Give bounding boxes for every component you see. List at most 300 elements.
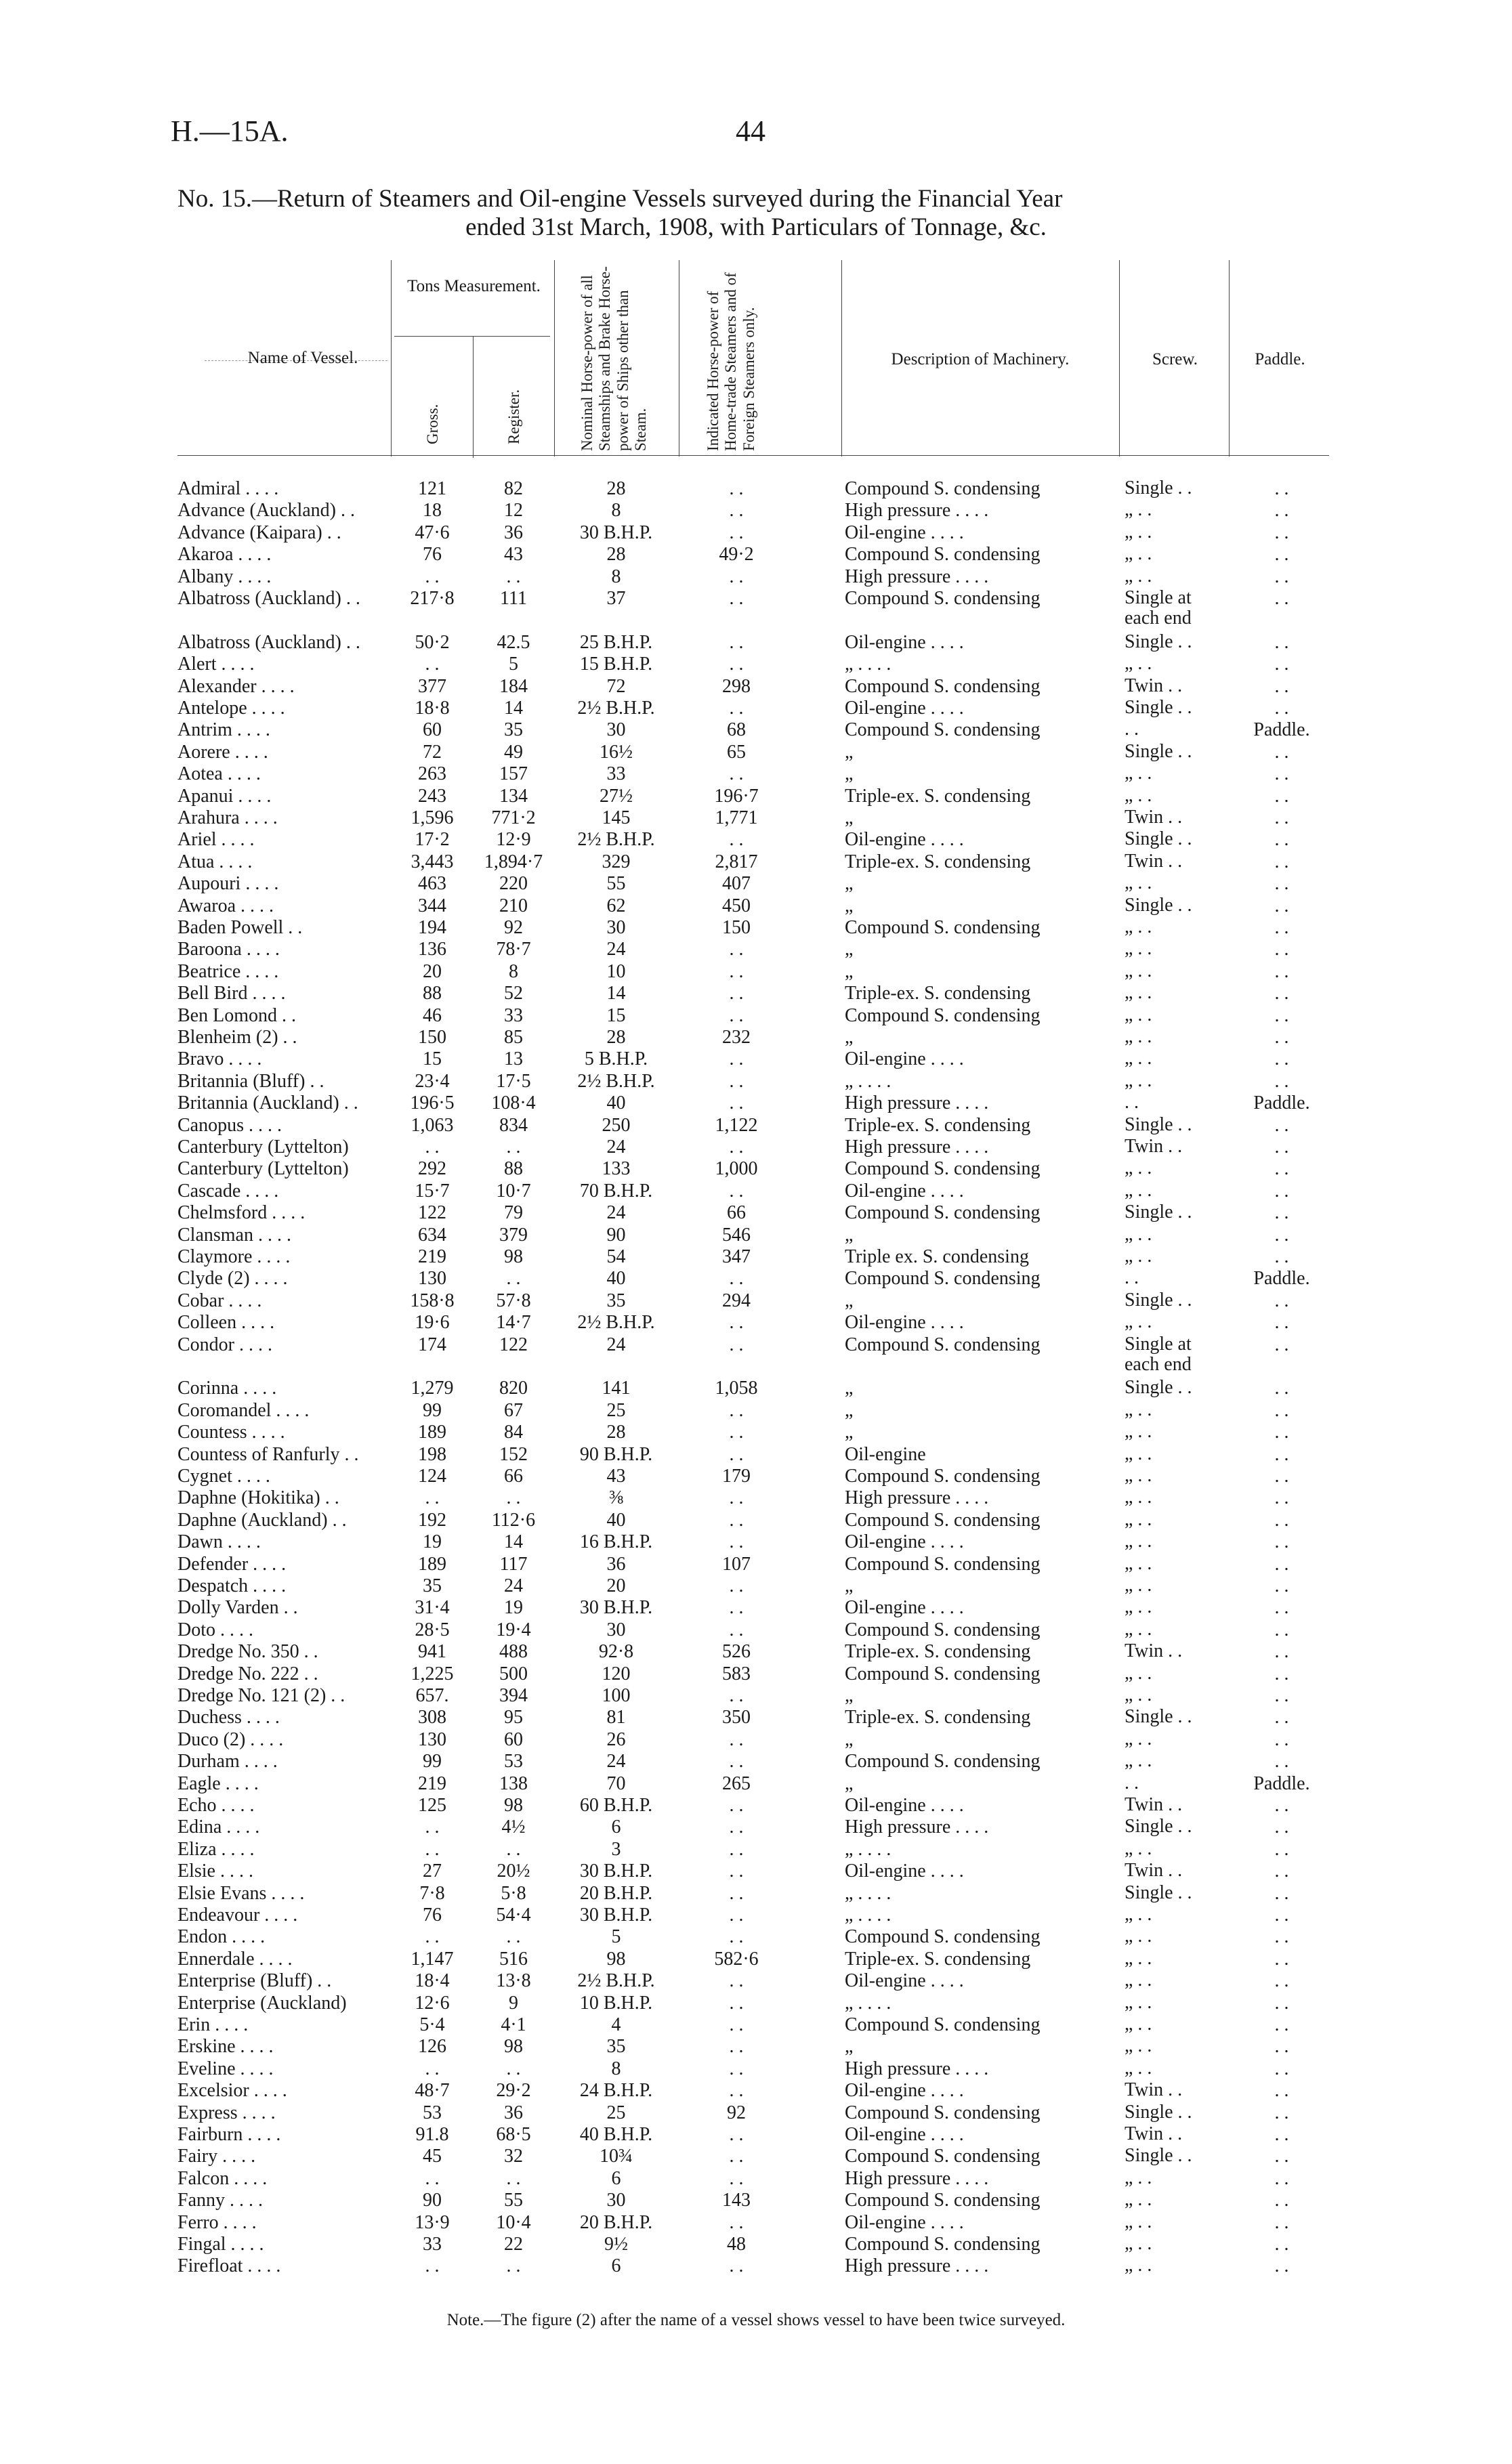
gross-tons: . . bbox=[425, 1137, 440, 1157]
register-tons: 184 bbox=[499, 675, 528, 697]
vessel-name: Colleen . . . . bbox=[177, 1312, 275, 1334]
nominal-hp: 37 bbox=[606, 588, 626, 609]
table-row bbox=[177, 786, 1329, 807]
indicated-hp: 92 bbox=[727, 2102, 746, 2123]
table-row bbox=[177, 1817, 1329, 1838]
indicated-hp: . . bbox=[729, 2036, 744, 2058]
table-row bbox=[177, 2080, 1329, 2102]
table-row bbox=[177, 1202, 1329, 1224]
indicated-hp: . . bbox=[729, 1685, 744, 1706]
register-tons: 19 bbox=[504, 1597, 523, 1619]
table-row bbox=[177, 500, 1329, 522]
paddle: . . bbox=[1274, 1575, 1289, 1596]
gross-tons: 33 bbox=[423, 2234, 442, 2255]
screw-type: Single . . bbox=[1125, 1202, 1192, 1223]
gross-tons: 60 bbox=[423, 719, 442, 741]
paddle: . . bbox=[1274, 1509, 1289, 1531]
screw-type: Single . . bbox=[1125, 477, 1192, 498]
gross-tons: . . bbox=[425, 1926, 440, 1948]
machinery-description: „ bbox=[845, 1422, 854, 1443]
machinery-description: Compound S. condensing bbox=[845, 478, 1041, 499]
vessel-name: Excelsior . . . . bbox=[177, 2080, 287, 2102]
register-tons: 82 bbox=[504, 478, 523, 499]
machinery-description: Compound S. condensing bbox=[845, 1202, 1041, 1224]
table-row bbox=[177, 1949, 1329, 1970]
column-rule bbox=[391, 260, 392, 456]
gross-tons: 46 bbox=[423, 1004, 442, 1026]
table-row bbox=[177, 1641, 1329, 1663]
indicated-hp: . . bbox=[729, 960, 744, 982]
gross-tons: 130 bbox=[418, 1728, 446, 1750]
screw-type: Twin . . bbox=[1125, 850, 1183, 872]
indicated-hp: . . bbox=[729, 1751, 744, 1772]
table-row bbox=[177, 851, 1329, 873]
register-tons: 500 bbox=[499, 1663, 528, 1684]
nominal-hp: 2½ B.H.P. bbox=[577, 829, 655, 851]
register-tons: 84 bbox=[504, 1422, 523, 1443]
nominal-hp: 70 B.H.P. bbox=[579, 1180, 653, 1202]
nominal-hp: 14 bbox=[606, 983, 626, 1004]
register-tons: 152 bbox=[499, 1443, 528, 1465]
paddle: . . bbox=[1274, 2190, 1289, 2211]
paddle: . . bbox=[1274, 1531, 1289, 1553]
paddle: . . bbox=[1274, 1114, 1289, 1136]
indicated-hp: . . bbox=[729, 1422, 744, 1443]
screw-type: . . bbox=[1125, 1267, 1139, 1289]
register-tons: 111 bbox=[500, 588, 527, 609]
machinery-description: Compound S. condensing bbox=[845, 1466, 1041, 1487]
register-tons: 516 bbox=[499, 1948, 528, 1970]
machinery-description: „ bbox=[845, 1027, 854, 1048]
gross-tons: 198 bbox=[418, 1443, 446, 1465]
machinery-description: High pressure . . . . bbox=[845, 2255, 989, 2277]
nominal-hp: 30 B.H.P. bbox=[579, 1861, 653, 1882]
register-tons: 379 bbox=[499, 1224, 528, 1246]
gross-tons: . . bbox=[425, 654, 440, 675]
paddle: . . bbox=[1274, 2124, 1289, 2145]
register-tons: 49 bbox=[504, 741, 523, 763]
gross-tons: 72 bbox=[423, 741, 442, 763]
paddle: . . bbox=[1274, 1970, 1289, 1992]
paddle: . . bbox=[1274, 1728, 1289, 1750]
indicated-hp: . . bbox=[729, 631, 744, 653]
gross-tons: 124 bbox=[418, 1466, 446, 1487]
table-row bbox=[177, 1883, 1329, 1905]
register-tons: 12·9 bbox=[496, 829, 531, 851]
paddle: . . bbox=[1274, 2234, 1289, 2255]
gross-tons: 91.8 bbox=[415, 2124, 449, 2145]
paddle: . . bbox=[1274, 2058, 1289, 2079]
vessel-name: Aupouri . . . . bbox=[177, 873, 279, 895]
paddle: . . bbox=[1274, 631, 1289, 653]
gross-tons: 18·8 bbox=[415, 698, 450, 719]
machinery-description: High pressure . . . . bbox=[845, 2058, 989, 2079]
nominal-hp: 30 bbox=[606, 719, 626, 741]
screw-type: „ . . bbox=[1125, 784, 1152, 806]
screw-type: Single at each end bbox=[1125, 1333, 1192, 1375]
table-row bbox=[177, 1422, 1329, 1443]
machinery-description: Oil-engine . . . . bbox=[845, 1861, 964, 1882]
gross-tons: 88 bbox=[423, 983, 442, 1004]
nominal-hp: 5 B.H.P. bbox=[584, 1048, 648, 1070]
vessel-name: Corinna . . . . bbox=[177, 1378, 277, 1399]
screw-type: . . bbox=[1125, 719, 1139, 740]
gross-tons: 45 bbox=[423, 2146, 442, 2167]
register-tons: 98 bbox=[504, 1246, 523, 1267]
gross-tons: 463 bbox=[418, 873, 446, 895]
indicated-hp: . . bbox=[729, 939, 744, 960]
table-row bbox=[177, 2036, 1329, 2058]
gross-tons: 27 bbox=[423, 1861, 442, 1882]
machinery-description: Oil-engine . . . . bbox=[845, 1970, 964, 1992]
machinery-description: „ bbox=[845, 939, 854, 960]
vessel-name: Elsie Evans . . . . bbox=[177, 1882, 305, 1904]
table-row bbox=[177, 698, 1329, 719]
nominal-hp: 60 B.H.P. bbox=[579, 1795, 653, 1816]
indicated-hp: . . bbox=[729, 1509, 744, 1531]
indicated-hp: . . bbox=[729, 1180, 744, 1202]
vessel-name: Express . . . . bbox=[177, 2102, 276, 2123]
paddle: . . bbox=[1274, 2080, 1289, 2102]
table-row bbox=[177, 1225, 1329, 1246]
machinery-description: High pressure . . . . bbox=[845, 1137, 989, 1157]
nominal-hp: 72 bbox=[606, 675, 626, 697]
machinery-description: „ bbox=[845, 1772, 854, 1794]
screw-type: „ . . bbox=[1125, 2167, 1152, 2188]
indicated-hp: 1,771 bbox=[715, 807, 758, 828]
vessel-name: Clansman . . . . bbox=[177, 1224, 291, 1246]
gross-tons: 90 bbox=[423, 2190, 442, 2211]
indicated-hp: 68 bbox=[727, 719, 746, 741]
screw-type: „ . . bbox=[1125, 2189, 1152, 2211]
gross-tons: 76 bbox=[423, 544, 442, 566]
register-tons: 36 bbox=[504, 2102, 523, 2123]
indicated-hp: . . bbox=[729, 2255, 744, 2277]
indicated-hp: 347 bbox=[722, 1246, 751, 1267]
screw-type: Single . . bbox=[1125, 1113, 1192, 1135]
gross-tons: 23·4 bbox=[415, 1070, 450, 1092]
paddle: . . bbox=[1274, 1399, 1289, 1421]
table-row bbox=[177, 807, 1329, 829]
gross-tons: 1,225 bbox=[411, 1663, 454, 1684]
screw-type: Single . . bbox=[1125, 740, 1192, 762]
table-row bbox=[177, 2234, 1329, 2255]
vessel-name: Enterprise (Auckland) bbox=[177, 1992, 347, 2014]
register-tons: 20½ bbox=[497, 1861, 530, 1882]
register-tons: 22 bbox=[504, 2234, 523, 2255]
indicated-hp: . . bbox=[729, 1334, 744, 1355]
vessel-name: Baden Powell . . bbox=[177, 917, 303, 938]
table-row bbox=[177, 1048, 1329, 1070]
table-row bbox=[177, 632, 1329, 654]
machinery-description: „ bbox=[845, 1378, 854, 1399]
screw-type: Single . . bbox=[1125, 1882, 1192, 1903]
nominal-hp: 2½ B.H.P. bbox=[577, 1970, 655, 1992]
register-tons: 36 bbox=[504, 522, 523, 543]
screw-type: Single . . bbox=[1125, 2145, 1192, 2167]
screw-type: „ . . bbox=[1125, 1596, 1152, 1618]
table-row bbox=[177, 2058, 1329, 2080]
table-row bbox=[177, 742, 1329, 763]
register-tons: 13 bbox=[504, 1048, 523, 1070]
table-row bbox=[177, 1707, 1329, 1728]
gross-tons: 292 bbox=[418, 1158, 446, 1180]
machinery-description: High pressure . . . . bbox=[845, 566, 989, 587]
vessel-name: Elsie . . . . bbox=[177, 1861, 253, 1882]
register-tons: . . bbox=[506, 1137, 521, 1157]
nominal-hp: 24 bbox=[606, 939, 626, 960]
table-row bbox=[177, 1839, 1329, 1861]
gross-tons: 18 bbox=[423, 500, 442, 522]
screw-type: „ . . bbox=[1125, 1904, 1152, 1925]
screw-type: Single . . bbox=[1125, 1377, 1192, 1399]
machinery-description: Compound S. condensing bbox=[845, 719, 1041, 741]
gross-tons: 19 bbox=[423, 1531, 442, 1553]
screw-type: „ . . bbox=[1125, 653, 1152, 675]
table-row bbox=[177, 522, 1329, 544]
table-row bbox=[177, 1993, 1329, 2014]
indicated-hp: . . bbox=[729, 2146, 744, 2167]
nominal-hp: 40 bbox=[606, 1092, 626, 1114]
machinery-description: „ . . . . bbox=[845, 1838, 891, 1860]
table-row bbox=[177, 478, 1329, 500]
nominal-hp: 43 bbox=[606, 1466, 626, 1487]
indicated-hp: 48 bbox=[727, 2234, 746, 2255]
machinery-description: Compound S. condensing bbox=[845, 2014, 1041, 2035]
column-rule bbox=[473, 336, 474, 458]
indicated-hp: 298 bbox=[722, 675, 751, 697]
machinery-description: „ bbox=[845, 1224, 854, 1246]
gross-tons: 219 bbox=[418, 1246, 446, 1267]
gross-tons: 12·6 bbox=[415, 1992, 450, 2014]
nominal-hp: 100 bbox=[602, 1685, 631, 1706]
table-row bbox=[177, 961, 1329, 983]
vessel-name: Ferro . . . . bbox=[177, 2211, 257, 2233]
nominal-hp: 6 bbox=[611, 2255, 621, 2277]
indicated-hp: . . bbox=[729, 1004, 744, 1026]
register-tons: 12 bbox=[504, 500, 523, 522]
vessel-name: Durham . . . . bbox=[177, 1751, 278, 1772]
gross-tons: . . bbox=[425, 2167, 440, 2189]
indicated-hp: . . bbox=[729, 500, 744, 522]
table-row bbox=[177, 983, 1329, 1004]
paddle: . . bbox=[1274, 2036, 1289, 2058]
table-row bbox=[177, 829, 1329, 851]
register-tons: 13·8 bbox=[496, 1970, 531, 1992]
gross-tons: 76 bbox=[423, 1905, 442, 1926]
indicated-hp: . . bbox=[729, 1531, 744, 1553]
nominal-hp: 3 bbox=[611, 1838, 621, 1860]
vessel-name: Albany . . . . bbox=[177, 566, 272, 587]
gross-tons: 28·5 bbox=[415, 1619, 450, 1640]
register-tons: 98 bbox=[504, 2036, 523, 2058]
machinery-description: Compound S. condensing bbox=[845, 1751, 1041, 1772]
vessel-name: Alexander . . . . bbox=[177, 675, 295, 697]
indicated-hp: 49·2 bbox=[719, 544, 754, 566]
gross-tons: . . bbox=[425, 2255, 440, 2277]
table-row bbox=[177, 1597, 1329, 1619]
vessel-name: Albatross (Auckland) . . bbox=[177, 631, 360, 653]
vessel-name: Echo . . . . bbox=[177, 1795, 255, 1816]
gross-tons: 130 bbox=[418, 1268, 446, 1290]
gross-tons: 20 bbox=[423, 960, 442, 982]
screw-type: „ . . bbox=[1125, 1157, 1152, 1179]
nominal-hp: 15 bbox=[606, 1004, 626, 1026]
nominal-hp: 30 B.H.P. bbox=[579, 1905, 653, 1926]
nominal-hp: 62 bbox=[606, 895, 626, 916]
column-header-register: Register. bbox=[505, 389, 522, 444]
screw-type: Twin . . bbox=[1125, 807, 1183, 828]
register-tons: 53 bbox=[504, 1751, 523, 1772]
table-row bbox=[177, 1619, 1329, 1641]
gross-tons: 634 bbox=[418, 1224, 446, 1246]
machinery-description: Compound S. condensing bbox=[845, 675, 1041, 697]
screw-type: „ . . bbox=[1125, 1465, 1152, 1486]
vessel-name: Doto . . . . bbox=[177, 1619, 253, 1640]
vessel-name: Fairy . . . . bbox=[177, 2146, 256, 2167]
machinery-description: Oil-engine . . . . bbox=[845, 1048, 964, 1070]
vessel-name: Dawn . . . . bbox=[177, 1531, 261, 1553]
indicated-hp: 232 bbox=[722, 1027, 751, 1048]
table-row bbox=[177, 1444, 1329, 1466]
register-tons: 220 bbox=[499, 873, 528, 895]
nominal-hp: 28 bbox=[606, 478, 626, 499]
indicated-hp: . . bbox=[729, 1992, 744, 2014]
paddle: . . bbox=[1274, 1795, 1289, 1816]
table-title-line-2: ended 31st March, 1908, with Particulars of Tonnage, &c. bbox=[465, 213, 1047, 241]
indicated-hp: . . bbox=[729, 2211, 744, 2233]
nominal-hp: 35 bbox=[606, 1290, 626, 1311]
indicated-hp: . . bbox=[729, 1970, 744, 1992]
screw-type: „ . . bbox=[1125, 2255, 1152, 2276]
vessel-name: Bell Bird . . . . bbox=[177, 983, 286, 1004]
register-tons: 108·4 bbox=[491, 1092, 536, 1114]
register-tons: 14 bbox=[504, 698, 523, 719]
paddle: . . bbox=[1274, 2255, 1289, 2277]
machinery-description: Triple-ex. S. condensing bbox=[845, 1641, 1031, 1663]
nominal-hp: 2½ B.H.P. bbox=[577, 1070, 655, 1092]
table-row bbox=[177, 939, 1329, 960]
table-row bbox=[177, 1092, 1329, 1114]
machinery-description: Compound S. condensing bbox=[845, 1553, 1041, 1575]
gross-tons: 194 bbox=[418, 917, 446, 938]
gross-tons: 1,063 bbox=[411, 1114, 454, 1136]
machinery-description: Compound S. condensing bbox=[845, 1268, 1041, 1290]
table-row bbox=[177, 1268, 1329, 1290]
nominal-hp: 20 B.H.P. bbox=[579, 1882, 653, 1904]
vessel-name: Defender . . . . bbox=[177, 1553, 287, 1575]
paddle: . . bbox=[1274, 895, 1289, 916]
paddle: . . bbox=[1274, 1290, 1289, 1311]
indicated-hp: . . bbox=[729, 983, 744, 1004]
table-row bbox=[177, 1510, 1329, 1531]
table-row bbox=[177, 917, 1329, 939]
gross-tons: 217·8 bbox=[410, 588, 455, 609]
screw-type: Single . . bbox=[1125, 1816, 1192, 1838]
indicated-hp: . . bbox=[729, 1905, 744, 1926]
indicated-hp: 65 bbox=[727, 741, 746, 763]
paddle: Paddle. bbox=[1253, 719, 1310, 741]
register-tons: 488 bbox=[499, 1641, 528, 1663]
nominal-hp: 141 bbox=[602, 1378, 631, 1399]
nominal-hp: 20 bbox=[606, 1575, 626, 1596]
paddle: . . bbox=[1274, 1641, 1289, 1663]
register-tons: 394 bbox=[499, 1685, 528, 1706]
screw-type: „ . . bbox=[1125, 2211, 1152, 2232]
nominal-hp: 25 bbox=[606, 2102, 626, 2123]
indicated-hp: . . bbox=[729, 1268, 744, 1290]
column-rule bbox=[841, 260, 842, 456]
screw-type: Twin . . bbox=[1125, 2123, 1183, 2144]
register-tons: 52 bbox=[504, 983, 523, 1004]
screw-type: „ . . bbox=[1125, 1728, 1152, 1749]
paddle: . . bbox=[1274, 2146, 1289, 2167]
nominal-hp: 27½ bbox=[600, 785, 633, 807]
indicated-hp: . . bbox=[729, 829, 744, 851]
screw-type: „ . . bbox=[1125, 1926, 1152, 1947]
register-tons: . . bbox=[506, 2255, 521, 2277]
machinery-description: „ bbox=[845, 1290, 854, 1311]
machinery-description: Oil-engine . . . . bbox=[845, 2080, 964, 2102]
machinery-description: „ bbox=[845, 2036, 854, 2058]
vessel-name: Daphne (Hokitika) . . bbox=[177, 1487, 339, 1509]
nominal-hp: 35 bbox=[606, 2036, 626, 2058]
register-tons: 10·4 bbox=[496, 2211, 531, 2233]
machinery-description: Oil-engine . . . . bbox=[845, 829, 964, 851]
screw-type: „ . . bbox=[1125, 1750, 1152, 1772]
table-footnote: Note.—The figure (2) after the name of a vessel shows vessel to have been twice surveyed. bbox=[446, 2311, 1066, 2329]
machinery-description: „ bbox=[845, 960, 854, 982]
paddle: . . bbox=[1274, 1905, 1289, 1926]
indicated-hp: . . bbox=[729, 1575, 744, 1596]
machinery-description: Triple-ex. S. condensing bbox=[845, 785, 1031, 807]
register-tons: . . bbox=[506, 2167, 521, 2189]
paddle: . . bbox=[1274, 1992, 1289, 2014]
paddle: . . bbox=[1274, 829, 1289, 851]
paddle: . . bbox=[1274, 1224, 1289, 1246]
machinery-description: Compound S. condensing bbox=[845, 1663, 1041, 1684]
register-tons: 112·6 bbox=[491, 1509, 536, 1531]
table-row bbox=[177, 763, 1329, 785]
register-tons: 24 bbox=[504, 1575, 523, 1596]
table-row bbox=[177, 895, 1329, 917]
machinery-description: „ . . . . bbox=[845, 654, 891, 675]
register-tons: 157 bbox=[499, 763, 528, 785]
gross-tons: 941 bbox=[418, 1641, 446, 1663]
table-row bbox=[177, 1027, 1329, 1048]
machinery-description: „ bbox=[845, 1685, 854, 1706]
vessel-name: Aotea . . . . bbox=[177, 763, 261, 785]
indicated-hp: . . bbox=[729, 1795, 744, 1816]
paddle: . . bbox=[1274, 1597, 1289, 1619]
vessel-name: Advance (Kaipara) . . bbox=[177, 522, 341, 543]
register-tons: 4½ bbox=[501, 1817, 526, 1838]
screw-type: „ . . bbox=[1125, 2035, 1152, 2057]
machinery-description: „ bbox=[845, 1728, 854, 1750]
gross-tons: 377 bbox=[418, 675, 446, 697]
paddle: . . bbox=[1274, 478, 1289, 499]
screw-type: Single . . bbox=[1125, 1289, 1192, 1311]
indicated-hp: 196·7 bbox=[714, 785, 759, 807]
screw-type: Twin . . bbox=[1125, 1640, 1183, 1662]
screw-type: „ . . bbox=[1125, 1531, 1152, 1552]
machinery-description: Triple-ex. S. condensing bbox=[845, 1114, 1031, 1136]
vessel-name: Eveline . . . . bbox=[177, 2058, 274, 2079]
paddle: . . bbox=[1274, 1663, 1289, 1684]
screw-type: Single . . bbox=[1125, 828, 1192, 850]
nominal-hp: 8 bbox=[611, 500, 621, 522]
machinery-description: Oil-engine . . . . bbox=[845, 2211, 964, 2233]
